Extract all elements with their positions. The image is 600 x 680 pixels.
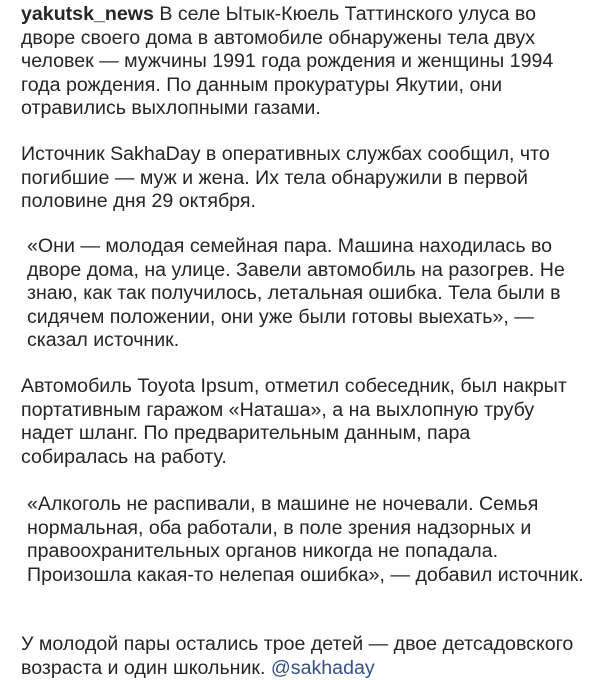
paragraph-6-text: У молодой пары остались трое детей — двое детсадовского возраста и один школьник. bbox=[21, 633, 574, 679]
username-link[interactable]: yakutsk_news bbox=[21, 3, 154, 25]
caption-paragraph-2: Источник SakhaDay в оперативных службах сообщил, что погибшие — муж и жена. Их тела обнаружили в первой половине дня 29 октября. bbox=[21, 143, 550, 212]
caption-paragraph-3: «Они — молодая семейная пара. Машина находилась во дворе дома, на улице. Завели автомобиль на разогрев. Не знаю, как так получилось, летальная ошибка. Тела были в сидячем положении, они уже были готовы выехать», — сказал источник. bbox=[27, 235, 565, 351]
paragraph-1-text: В селе Ытык-Кюель Таттинского улуса во дворе своего дома в автомобиле обнаружены тела двух человек — мужчины 1991 года рождения и женщины 1994 года рождения. По данным прокуратуры Якутии, они отравились выхлопными газами. bbox=[21, 3, 554, 119]
caption-paragraph-5: «Алкоголь не распивали, в машине не ночевали. Семья нормальная, оба работали, в поле зрения надзорных и правоохранительных органов никогда не попадала. Произошла какая-то нелепая ошибка», — добавил источник. bbox=[27, 493, 584, 586]
mention-link[interactable]: @sakhaday bbox=[270, 656, 375, 679]
caption-paragraph-6 bbox=[21, 633, 581, 680]
caption-paragraph-4: Автомобиль Toyota Ipsum, отметил собеседник, был накрыт портативным гаражом «Наташа», а на выхлопную трубу надет шланг. По предварительным данным, пара собиралась на работу. bbox=[21, 375, 567, 468]
caption-paragraph-1 bbox=[21, 3, 581, 121]
